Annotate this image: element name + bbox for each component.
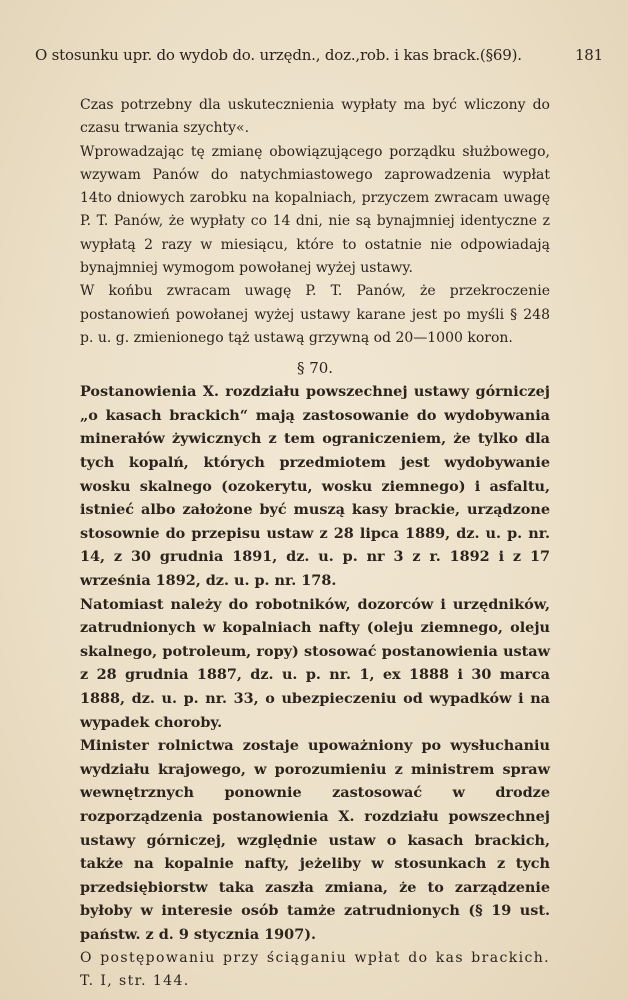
- paragraph-payment-time: Czas potrzebny dla uskutecznienia wypłaty ma być wliczony do czasu trwania szychty«.: [80, 97, 550, 137]
- running-header: [35, 46, 603, 64]
- paragraph-fraternal-funds: Postanowienia X. rozdziału powszechnej ustawy górniczej „o kasach brackich“ mają zastosowanie do wydobywania minerałów żywicznych z tem ograniczeniem, że tylko dla tych kopalń, których przedmiotem jest wydobywanie wosku skalnego (ozokerytu, wosku ziemnego) i asfaltu, istnieć albo założone być muszą kasy brackie, urządzone stosownie do przepisu ustaw z 28 lipca 1889, dz. u. p. nr. 14, z 30 grudnia 1891, dz. u. p. nr 3 z r. 1892 i z 17 września 1892, dz. u. p. nr. 178.: [80, 383, 550, 590]
- paragraph-payment-order: Wprowadzając tę zmianę obowiązującego porządku służbowego, wzywam Panów do natychmiastowego zaprowadzenia wypłat 14to dniowych zarobku na kopalniach, przyczem zwracam uwagę P. T. Panów, że wypłaty co 14 dni, nie są bynajmniej identyczne z wypłatą 2 razy w miesiącu, które to ostatnie nie odpowiadają bynajmniej wymogom powołanej wyżej ustawy.: [80, 143, 550, 277]
- body-text: [80, 94, 550, 993]
- section-heading: § 70.: [296, 359, 334, 378]
- paragraph-minister: Minister rolnictwa zostaje upoważniony po wysłuchaniu wydziału krajowego, w porozumieniu z ministrem spraw wewnętrznych ponownie zastosować w drodze rozporządzenia postanowienia X. rozdziału powszechnej ustawy górniczej, względnie ustaw o kasach brackich, także na kopalnie nafty, jeżeliby w stosunkach z tych przedsiębiorstw taka zaszła zmiana, że to zarządzenie byłoby w interesie osób tamże zatrudnionych (§ 19 ust. państw. z d. 9 stycznia 1907).: [80, 737, 550, 943]
- page-number: 181: [574, 46, 603, 64]
- reference-note: O postępowaniu przy ściąganiu wpłat do kas brackich. T. I, str. 144.: [80, 949, 550, 989]
- paragraph-penalty: W końbu zwracam uwagę P. T. Panów, że przekroczenie postanowień powołanej wyżej ustawy karane jest po myśli § 248 p. u. g. zmienionego tąż ustawą grzywną od 20—1000 koron.: [80, 283, 550, 346]
- paragraph-oil-workers: Natomiast należy do robotników, dozorców i urzędników, zatrudnionych w kopalniach nafty (oleju ziemnego, oleju skalnego, potroleum, ropy) stosować postanowienia ustaw z 28 grudnia 1887, dz. u. p. nr. 1, ex 1888 i 30 marca 1888, dz. u. p. nr. 33, o ubezpieczeniu od wypadków i na wypadek choroby.: [80, 595, 550, 731]
- header-title: O stosunku upr. do wydob do. urzędn., doz.,rob. i kas brack.(§69).: [35, 46, 522, 64]
